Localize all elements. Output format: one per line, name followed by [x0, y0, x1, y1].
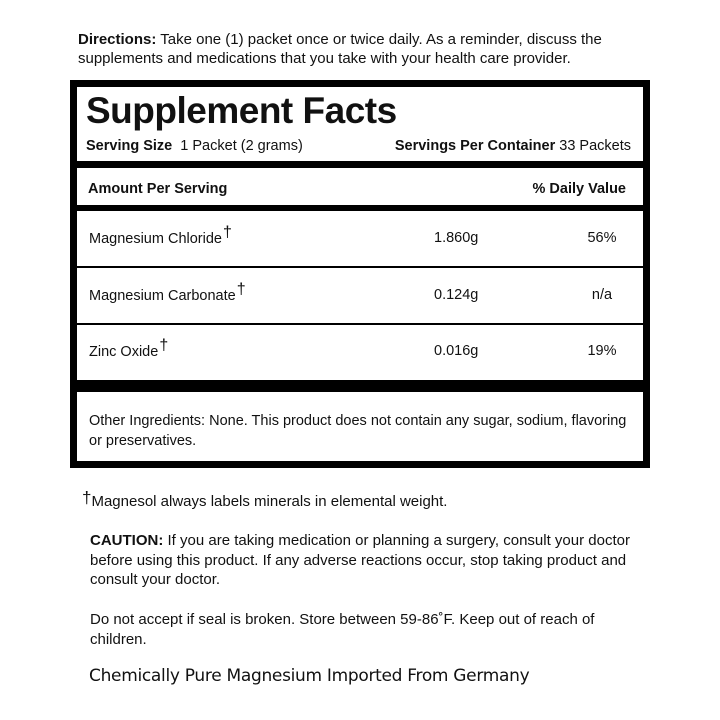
serving-size [86, 138, 303, 154]
bottom-thick-divider [77, 380, 643, 392]
dagger-mark: † [236, 281, 246, 298]
nutrient-daily-value: n/a [591, 287, 613, 303]
dagger-mark: † [82, 488, 92, 507]
storage-instructions: Do not accept if seal is broken. Store between 59-86˚F. Keep out of reach of children. [90, 611, 595, 648]
serving-size-label: Serving Size [86, 138, 173, 154]
nutrient-daily-value: 56% [587, 230, 617, 246]
nutrient-amount: 1.860g [434, 230, 479, 246]
serving-size-value: 1 Packet (2 grams) [180, 138, 303, 154]
nutrient-name: Zinc Oxide† [89, 337, 169, 360]
caution-text [90, 531, 630, 590]
caution-body: If you are taking medication or planning a surgery, consult your doctor before using this product. If any adverse reactions occur, stop taking product and consult your doctor. [90, 532, 630, 588]
footnote [82, 488, 448, 511]
dagger-mark: † [159, 337, 169, 354]
other-ingredients: Other Ingredients: None. This product does not contain any sugar, sodium, flavoring or preservatives. [89, 413, 627, 449]
dagger-mark: † [222, 224, 232, 241]
facts-title: Supplement Facts [86, 90, 397, 131]
tagline: Chemically Pure Magnesium Imported From Germany [89, 666, 530, 686]
supplement-facts-panel [70, 80, 650, 468]
header-divider [77, 205, 643, 211]
servings-per-container-value: 33 Packets [559, 138, 631, 154]
nutrient-name: Magnesium Carbonate† [89, 281, 246, 304]
header-daily-value: % Daily Value [532, 181, 626, 197]
nutrient-daily-value: 19% [587, 343, 617, 359]
row-divider [77, 323, 643, 325]
servings-per-container-label: Servings Per Container [394, 138, 556, 154]
caution-label: CAUTION: [90, 532, 164, 549]
directions-label: Directions: [78, 31, 157, 48]
nutrient-name: Magnesium Chloride† [89, 224, 232, 247]
nutrient-amount: 0.124g [434, 287, 479, 303]
thick-divider [77, 161, 643, 168]
row-divider [77, 266, 643, 268]
header-amount-per-serving: Amount Per Serving [88, 181, 228, 197]
footnote-text: Magnesol always labels minerals in elemental weight. [91, 493, 448, 510]
nutrient-amount: 0.016g [434, 343, 479, 359]
servings-per-container [395, 138, 631, 154]
directions-text [78, 30, 668, 68]
directions-body: Take one (1) packet once or twice daily. As a reminder, discuss the supplements and medications that you take with your health care provider. [78, 31, 602, 67]
